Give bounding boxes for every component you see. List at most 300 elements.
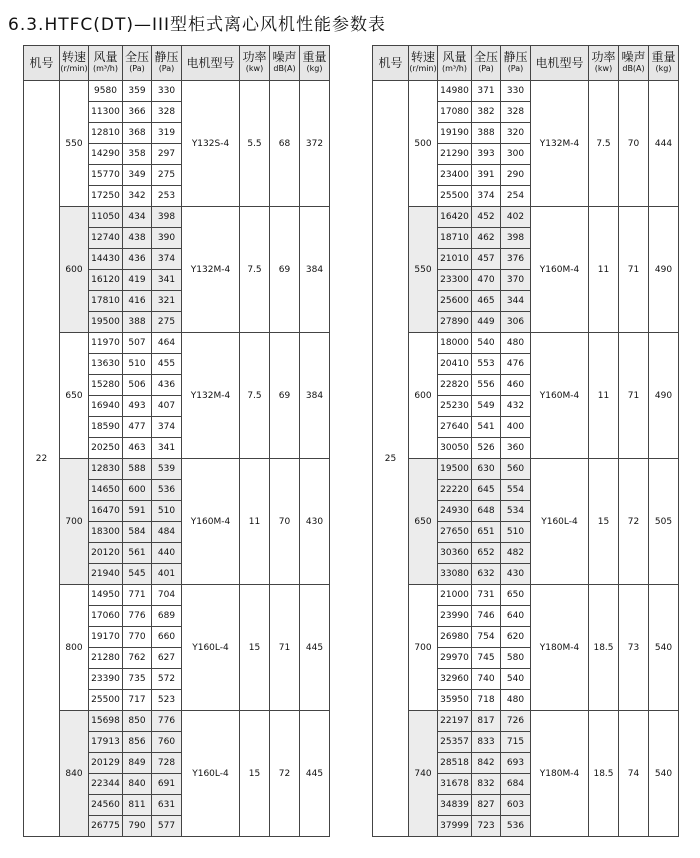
header-static-pressure: 静压 (Pa) xyxy=(152,46,182,81)
static-pressure-cell: 275 xyxy=(152,312,182,333)
header-noise: 噪声 dB(A) xyxy=(270,46,300,81)
total-pressure-cell: 718 xyxy=(472,690,501,711)
static-pressure-cell: 341 xyxy=(152,270,182,291)
power-cell: 7.5 xyxy=(589,81,619,207)
flow-cell: 17913 xyxy=(89,732,123,753)
total-pressure-cell: 735 xyxy=(123,669,152,690)
flow-cell: 22197 xyxy=(438,711,472,732)
total-pressure-cell: 391 xyxy=(472,165,501,186)
total-pressure-cell: 717 xyxy=(123,690,152,711)
flow-cell: 37999 xyxy=(438,816,472,837)
static-pressure-cell: 275 xyxy=(152,165,182,186)
table-row xyxy=(373,207,679,228)
motor-cell: Y160L-4 xyxy=(182,711,240,837)
flow-cell: 13630 xyxy=(89,354,123,375)
flow-cell: 21280 xyxy=(89,648,123,669)
total-pressure-cell: 842 xyxy=(472,753,501,774)
weight-cell: 505 xyxy=(649,459,679,585)
static-pressure-cell: 660 xyxy=(152,627,182,648)
header-power: 功率 (kw) xyxy=(589,46,619,81)
flow-cell: 18000 xyxy=(438,333,472,354)
power-cell: 5.5 xyxy=(240,81,270,207)
noise-cell: 70 xyxy=(270,459,300,585)
static-pressure-cell: 455 xyxy=(152,354,182,375)
flow-cell: 16940 xyxy=(89,396,123,417)
noise-cell: 69 xyxy=(270,333,300,459)
flow-cell: 19500 xyxy=(89,312,123,333)
noise-cell: 71 xyxy=(619,207,649,333)
total-pressure-cell: 833 xyxy=(472,732,501,753)
speed-cell: 700 xyxy=(60,459,89,585)
static-pressure-cell: 603 xyxy=(501,795,531,816)
flow-cell: 17250 xyxy=(89,186,123,207)
table-row xyxy=(24,459,330,480)
flow-cell: 33080 xyxy=(438,564,472,585)
flow-cell: 20129 xyxy=(89,753,123,774)
flow-cell: 25500 xyxy=(438,186,472,207)
power-cell: 11 xyxy=(589,333,619,459)
flow-cell: 27890 xyxy=(438,312,472,333)
static-pressure-cell: 715 xyxy=(501,732,531,753)
flow-cell: 27640 xyxy=(438,417,472,438)
weight-cell: 430 xyxy=(300,459,330,585)
static-pressure-cell: 440 xyxy=(152,543,182,564)
noise-cell: 73 xyxy=(619,585,649,711)
flow-cell: 14650 xyxy=(89,480,123,501)
flow-cell: 11970 xyxy=(89,333,123,354)
header-motor: 电机型号 xyxy=(531,46,589,81)
flow-cell: 23390 xyxy=(89,669,123,690)
flow-cell: 35950 xyxy=(438,690,472,711)
flow-cell: 21940 xyxy=(89,564,123,585)
flow-cell: 16120 xyxy=(89,270,123,291)
motor-cell: Y160M-4 xyxy=(531,333,589,459)
total-pressure-cell: 359 xyxy=(123,81,152,102)
static-pressure-cell: 572 xyxy=(152,669,182,690)
total-pressure-cell: 477 xyxy=(123,417,152,438)
header-static-pressure: 静压 (Pa) xyxy=(501,46,531,81)
total-pressure-cell: 762 xyxy=(123,648,152,669)
motor-cell: Y132M-4 xyxy=(182,207,240,333)
flow-cell: 17060 xyxy=(89,606,123,627)
flow-cell: 15698 xyxy=(89,711,123,732)
motor-cell: Y160L-4 xyxy=(531,459,589,585)
total-pressure-cell: 740 xyxy=(472,669,501,690)
flow-cell: 11300 xyxy=(89,102,123,123)
total-pressure-cell: 549 xyxy=(472,396,501,417)
performance-table-right xyxy=(372,45,679,837)
speed-cell: 700 xyxy=(409,585,438,711)
total-pressure-cell: 591 xyxy=(123,501,152,522)
total-pressure-cell: 630 xyxy=(472,459,501,480)
static-pressure-cell: 704 xyxy=(152,585,182,606)
weight-cell: 445 xyxy=(300,711,330,837)
total-pressure-cell: 849 xyxy=(123,753,152,774)
total-pressure-cell: 366 xyxy=(123,102,152,123)
static-pressure-cell: 300 xyxy=(501,144,531,165)
noise-cell: 74 xyxy=(619,711,649,837)
total-pressure-cell: 770 xyxy=(123,627,152,648)
flow-cell: 25600 xyxy=(438,291,472,312)
total-pressure-cell: 526 xyxy=(472,438,501,459)
power-cell: 11 xyxy=(240,459,270,585)
total-pressure-cell: 731 xyxy=(472,585,501,606)
power-cell: 15 xyxy=(240,585,270,711)
total-pressure-cell: 438 xyxy=(123,228,152,249)
flow-cell: 24560 xyxy=(89,795,123,816)
motor-cell: Y160M-4 xyxy=(182,459,240,585)
noise-cell: 70 xyxy=(619,81,649,207)
flow-cell: 32960 xyxy=(438,669,472,690)
flow-cell: 21000 xyxy=(438,585,472,606)
total-pressure-cell: 856 xyxy=(123,732,152,753)
total-pressure-cell: 388 xyxy=(472,123,501,144)
model-cell: 25 xyxy=(373,81,409,837)
flow-cell: 20410 xyxy=(438,354,472,375)
total-pressure-cell: 449 xyxy=(472,312,501,333)
total-pressure-cell: 393 xyxy=(472,144,501,165)
static-pressure-cell: 328 xyxy=(152,102,182,123)
header-speed: 转速 (r/min) xyxy=(60,46,89,81)
total-pressure-cell: 561 xyxy=(123,543,152,564)
total-pressure-cell: 553 xyxy=(472,354,501,375)
total-pressure-cell: 840 xyxy=(123,774,152,795)
table-body xyxy=(373,81,679,837)
flow-cell: 28518 xyxy=(438,753,472,774)
static-pressure-cell: 776 xyxy=(152,711,182,732)
static-pressure-cell: 360 xyxy=(501,438,531,459)
total-pressure-cell: 545 xyxy=(123,564,152,585)
flow-cell: 18300 xyxy=(89,522,123,543)
static-pressure-cell: 554 xyxy=(501,480,531,501)
total-pressure-cell: 457 xyxy=(472,249,501,270)
static-pressure-cell: 374 xyxy=(152,249,182,270)
flow-cell: 21290 xyxy=(438,144,472,165)
static-pressure-cell: 726 xyxy=(501,711,531,732)
weight-cell: 372 xyxy=(300,81,330,207)
total-pressure-cell: 790 xyxy=(123,816,152,837)
total-pressure-cell: 850 xyxy=(123,711,152,732)
motor-cell: Y160M-4 xyxy=(531,207,589,333)
header-weight: 重量 (kg) xyxy=(300,46,330,81)
power-cell: 7.5 xyxy=(240,333,270,459)
static-pressure-cell: 341 xyxy=(152,438,182,459)
static-pressure-cell: 319 xyxy=(152,123,182,144)
performance-table-left xyxy=(23,45,330,837)
static-pressure-cell: 253 xyxy=(152,186,182,207)
flow-cell: 14980 xyxy=(438,81,472,102)
total-pressure-cell: 342 xyxy=(123,186,152,207)
static-pressure-cell: 330 xyxy=(501,81,531,102)
static-pressure-cell: 254 xyxy=(501,186,531,207)
static-pressure-cell: 402 xyxy=(501,207,531,228)
noise-cell: 71 xyxy=(270,585,300,711)
speed-cell: 650 xyxy=(409,459,438,585)
flow-cell: 25230 xyxy=(438,396,472,417)
static-pressure-cell: 390 xyxy=(152,228,182,249)
total-pressure-cell: 556 xyxy=(472,375,501,396)
total-pressure-cell: 832 xyxy=(472,774,501,795)
total-pressure-cell: 723 xyxy=(472,816,501,837)
power-cell: 18.5 xyxy=(589,585,619,711)
static-pressure-cell: 539 xyxy=(152,459,182,480)
static-pressure-cell: 370 xyxy=(501,270,531,291)
total-pressure-cell: 510 xyxy=(123,354,152,375)
flow-cell: 12810 xyxy=(89,123,123,144)
total-pressure-cell: 584 xyxy=(123,522,152,543)
flow-cell: 22820 xyxy=(438,375,472,396)
total-pressure-cell: 632 xyxy=(472,564,501,585)
static-pressure-cell: 464 xyxy=(152,333,182,354)
total-pressure-cell: 588 xyxy=(123,459,152,480)
total-pressure-cell: 374 xyxy=(472,186,501,207)
flow-cell: 23400 xyxy=(438,165,472,186)
table-row xyxy=(373,81,679,102)
total-pressure-cell: 600 xyxy=(123,480,152,501)
noise-cell: 68 xyxy=(270,81,300,207)
header-total-pressure: 全压 (Pa) xyxy=(472,46,501,81)
weight-cell: 384 xyxy=(300,333,330,459)
table-row xyxy=(24,333,330,354)
speed-cell: 800 xyxy=(60,585,89,711)
speed-cell: 650 xyxy=(60,333,89,459)
total-pressure-cell: 452 xyxy=(472,207,501,228)
static-pressure-cell: 376 xyxy=(501,249,531,270)
static-pressure-cell: 482 xyxy=(501,543,531,564)
total-pressure-cell: 745 xyxy=(472,648,501,669)
static-pressure-cell: 760 xyxy=(152,732,182,753)
static-pressure-cell: 320 xyxy=(501,123,531,144)
static-pressure-cell: 398 xyxy=(501,228,531,249)
flow-cell: 26775 xyxy=(89,816,123,837)
total-pressure-cell: 651 xyxy=(472,522,501,543)
speed-cell: 600 xyxy=(409,333,438,459)
total-pressure-cell: 648 xyxy=(472,501,501,522)
speed-cell: 600 xyxy=(60,207,89,333)
flow-cell: 23990 xyxy=(438,606,472,627)
flow-cell: 17080 xyxy=(438,102,472,123)
page-title: 6.3.HTFC(DT)—III型柜式离心风机性能参数表 xyxy=(8,15,387,35)
flow-cell: 20120 xyxy=(89,543,123,564)
static-pressure-cell: 400 xyxy=(501,417,531,438)
flow-cell: 15770 xyxy=(89,165,123,186)
total-pressure-cell: 507 xyxy=(123,333,152,354)
speed-cell: 740 xyxy=(409,711,438,837)
header-speed: 转速 (r/min) xyxy=(409,46,438,81)
static-pressure-cell: 484 xyxy=(152,522,182,543)
weight-cell: 540 xyxy=(649,711,679,837)
total-pressure-cell: 462 xyxy=(472,228,501,249)
table-row xyxy=(24,711,330,732)
total-pressure-cell: 436 xyxy=(123,249,152,270)
header-flow: 风量 (m³/h) xyxy=(89,46,123,81)
static-pressure-cell: 684 xyxy=(501,774,531,795)
table-row xyxy=(24,585,330,606)
flow-cell: 20250 xyxy=(89,438,123,459)
flow-cell: 14290 xyxy=(89,144,123,165)
flow-cell: 19190 xyxy=(438,123,472,144)
static-pressure-cell: 460 xyxy=(501,375,531,396)
motor-cell: Y180M-4 xyxy=(531,585,589,711)
flow-cell: 18710 xyxy=(438,228,472,249)
flow-cell: 27650 xyxy=(438,522,472,543)
static-pressure-cell: 689 xyxy=(152,606,182,627)
flow-cell: 21010 xyxy=(438,249,472,270)
flow-cell: 15280 xyxy=(89,375,123,396)
weight-cell: 445 xyxy=(300,585,330,711)
motor-cell: Y132M-4 xyxy=(182,333,240,459)
speed-cell: 550 xyxy=(60,81,89,207)
power-cell: 15 xyxy=(240,711,270,837)
total-pressure-cell: 645 xyxy=(472,480,501,501)
flow-cell: 24930 xyxy=(438,501,472,522)
header-motor: 电机型号 xyxy=(182,46,240,81)
total-pressure-cell: 540 xyxy=(472,333,501,354)
table-row xyxy=(373,585,679,606)
table-row xyxy=(373,711,679,732)
static-pressure-cell: 407 xyxy=(152,396,182,417)
total-pressure-cell: 754 xyxy=(472,627,501,648)
total-pressure-cell: 652 xyxy=(472,543,501,564)
static-pressure-cell: 580 xyxy=(501,648,531,669)
header-model: 机号 xyxy=(373,46,409,81)
static-pressure-cell: 398 xyxy=(152,207,182,228)
static-pressure-cell: 523 xyxy=(152,690,182,711)
static-pressure-cell: 691 xyxy=(152,774,182,795)
static-pressure-cell: 328 xyxy=(501,102,531,123)
weight-cell: 384 xyxy=(300,207,330,333)
static-pressure-cell: 534 xyxy=(501,501,531,522)
total-pressure-cell: 811 xyxy=(123,795,152,816)
static-pressure-cell: 510 xyxy=(501,522,531,543)
header-noise: 噪声 dB(A) xyxy=(619,46,649,81)
static-pressure-cell: 640 xyxy=(501,606,531,627)
flow-cell: 17810 xyxy=(89,291,123,312)
model-cell: 22 xyxy=(24,81,60,837)
header-power: 功率 (kw) xyxy=(240,46,270,81)
table-row xyxy=(24,81,330,102)
header-model: 机号 xyxy=(24,46,60,81)
total-pressure-cell: 368 xyxy=(123,123,152,144)
static-pressure-cell: 631 xyxy=(152,795,182,816)
header-flow: 风量 (m³/h) xyxy=(438,46,472,81)
flow-cell: 11050 xyxy=(89,207,123,228)
total-pressure-cell: 541 xyxy=(472,417,501,438)
total-pressure-cell: 470 xyxy=(472,270,501,291)
static-pressure-cell: 430 xyxy=(501,564,531,585)
motor-cell: Y132M-4 xyxy=(531,81,589,207)
flow-cell: 16420 xyxy=(438,207,472,228)
flow-cell: 18590 xyxy=(89,417,123,438)
static-pressure-cell: 436 xyxy=(152,375,182,396)
flow-cell: 19170 xyxy=(89,627,123,648)
noise-cell: 71 xyxy=(619,333,649,459)
speed-cell: 550 xyxy=(409,207,438,333)
table-row xyxy=(24,207,330,228)
total-pressure-cell: 493 xyxy=(123,396,152,417)
speed-cell: 500 xyxy=(409,81,438,207)
static-pressure-cell: 693 xyxy=(501,753,531,774)
flow-cell: 30360 xyxy=(438,543,472,564)
power-cell: 11 xyxy=(589,207,619,333)
motor-cell: Y132S-4 xyxy=(182,81,240,207)
total-pressure-cell: 817 xyxy=(472,711,501,732)
flow-cell: 14950 xyxy=(89,585,123,606)
header-total-pressure: 全压 (Pa) xyxy=(123,46,152,81)
static-pressure-cell: 330 xyxy=(152,81,182,102)
total-pressure-cell: 776 xyxy=(123,606,152,627)
table-row xyxy=(373,333,679,354)
speed-cell: 840 xyxy=(60,711,89,837)
noise-cell: 69 xyxy=(270,207,300,333)
power-cell: 7.5 xyxy=(240,207,270,333)
static-pressure-cell: 510 xyxy=(152,501,182,522)
flow-cell: 30050 xyxy=(438,438,472,459)
weight-cell: 490 xyxy=(649,333,679,459)
static-pressure-cell: 306 xyxy=(501,312,531,333)
static-pressure-cell: 432 xyxy=(501,396,531,417)
total-pressure-cell: 434 xyxy=(123,207,152,228)
flow-cell: 31678 xyxy=(438,774,472,795)
static-pressure-cell: 650 xyxy=(501,585,531,606)
static-pressure-cell: 577 xyxy=(152,816,182,837)
total-pressure-cell: 419 xyxy=(123,270,152,291)
static-pressure-cell: 476 xyxy=(501,354,531,375)
flow-cell: 29970 xyxy=(438,648,472,669)
power-cell: 15 xyxy=(589,459,619,585)
flow-cell: 22220 xyxy=(438,480,472,501)
weight-cell: 444 xyxy=(649,81,679,207)
static-pressure-cell: 344 xyxy=(501,291,531,312)
flow-cell: 12830 xyxy=(89,459,123,480)
table-row xyxy=(373,459,679,480)
total-pressure-cell: 358 xyxy=(123,144,152,165)
flow-cell: 14430 xyxy=(89,249,123,270)
flow-cell: 23300 xyxy=(438,270,472,291)
motor-cell: Y160L-4 xyxy=(182,585,240,711)
header-weight: 重量 (kg) xyxy=(649,46,679,81)
flow-cell: 16470 xyxy=(89,501,123,522)
total-pressure-cell: 746 xyxy=(472,606,501,627)
static-pressure-cell: 536 xyxy=(152,480,182,501)
static-pressure-cell: 536 xyxy=(501,816,531,837)
static-pressure-cell: 401 xyxy=(152,564,182,585)
total-pressure-cell: 388 xyxy=(123,312,152,333)
static-pressure-cell: 290 xyxy=(501,165,531,186)
flow-cell: 34839 xyxy=(438,795,472,816)
weight-cell: 540 xyxy=(649,585,679,711)
noise-cell: 72 xyxy=(270,711,300,837)
static-pressure-cell: 297 xyxy=(152,144,182,165)
flow-cell: 12740 xyxy=(89,228,123,249)
static-pressure-cell: 540 xyxy=(501,669,531,690)
total-pressure-cell: 371 xyxy=(472,81,501,102)
weight-cell: 490 xyxy=(649,207,679,333)
flow-cell: 25357 xyxy=(438,732,472,753)
static-pressure-cell: 480 xyxy=(501,333,531,354)
flow-cell: 19500 xyxy=(438,459,472,480)
total-pressure-cell: 827 xyxy=(472,795,501,816)
total-pressure-cell: 416 xyxy=(123,291,152,312)
motor-cell: Y180M-4 xyxy=(531,711,589,837)
static-pressure-cell: 560 xyxy=(501,459,531,480)
table-body xyxy=(24,81,330,837)
static-pressure-cell: 620 xyxy=(501,627,531,648)
total-pressure-cell: 463 xyxy=(123,438,152,459)
total-pressure-cell: 465 xyxy=(472,291,501,312)
static-pressure-cell: 728 xyxy=(152,753,182,774)
total-pressure-cell: 349 xyxy=(123,165,152,186)
